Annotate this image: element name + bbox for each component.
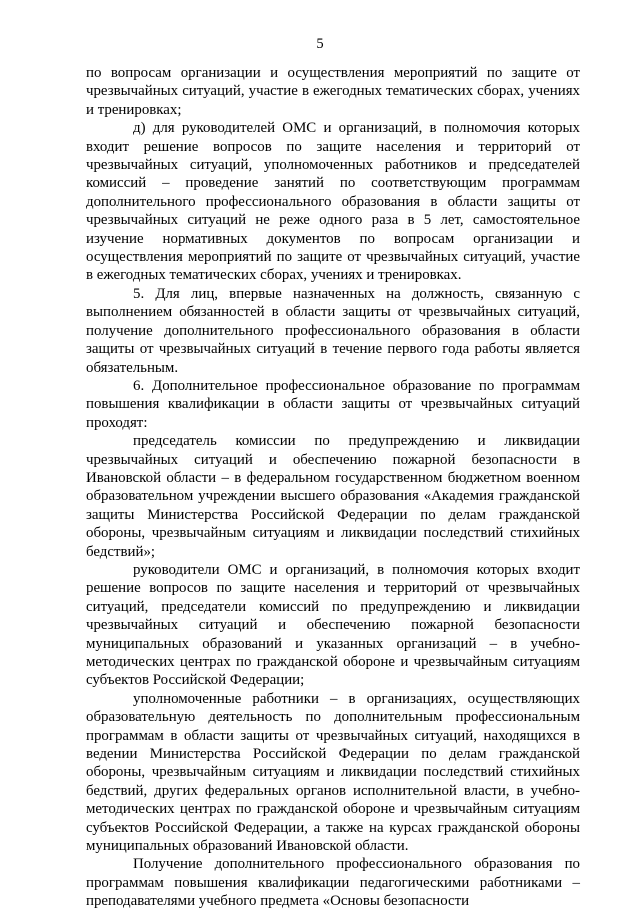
paragraph-item-d: д) для руководителей ОМС и организаций, в полномочия которых входит решение вопросов по защите населения и территорий от чрезвычайных ситуаций, уполномоченных работников и председателей комиссий – проведение занятий по соответствующим программам дополнительного профессионального образования в области защиты от чрезвычайных ситуаций не реже одного раза в 5 лет, самостоятельное изучение нормативных документов по вопросам организации и осуществления мероприятий по защите от чрезвычайных ситуаций, участие в ежегодных тематических сборах, учениях и тренировках. xyxy=(86,120,580,284)
page-number: 5 xyxy=(316,36,324,52)
paragraph-authorized-workers: уполномоченные работники – в организациях, осуществляющих образовательную деятельность по дополнительным профессиональным программам в области защиты от чрезвычайных ситуаций, находящихся в ведении Министерства Российской Федерации по делам гражданской обороны, чрезвычайным ситуациям и ликвидации последствий стихийных бедствий, других федеральных органов исполнительной власти, в учебно-методических центрах по гражданской обороне и чрезвычайным ситуациям субъектов Российской Федерации, а также на курсах гражданской обороны муниципальных образований Ивановской области. xyxy=(86,690,580,855)
paragraph-continuation: по вопросам организации и осуществления мероприятий по защите от чрезвычайных ситуаций, участие в ежегодных тематических сборах, учениях и тренировках; xyxy=(86,65,580,118)
paragraph-commission-chair: председатель комиссии по предупреждению и ликвидации чрезвычайных ситуаций и обеспечению пожарной безопасности в Ивановской области – в федеральном государственном бюджетном военном образовательном учреждении высшего образования «Академия гражданской защиты Министерства Российской Федерации по делам гражданской обороны, чрезвычайным ситуациям и ликвидации последствий стихийных бедствий»; xyxy=(86,433,580,560)
paragraph-oms-heads: руководители ОМС и организаций, в полномочия которых входит решение вопросов по защите населения и территорий от чрезвычайных ситуаций, председатели комиссий по предупреждению и ликвидации чрезвычайных ситуаций и обеспечению пожарной безопасности муниципальных образований и указанных организаций – в учебно-методических центрах по гражданской обороне и чрезвычайным ситуациям субъектов Российской Федерации; xyxy=(86,561,580,689)
document-body xyxy=(86,64,580,911)
paragraph-point-6: 6. Дополнительное профессиональное образование по программам повышения квалификации в области защиты от чрезвычайных ситуаций проходят: xyxy=(86,377,580,431)
paragraph-teachers: Получение дополнительного профессионального образования по программам повышения квалификации педагогическими работниками – преподавателями учебного предмета «Основы безопасности xyxy=(86,856,580,910)
paragraph-point-5: 5. Для лиц, впервые назначенных на должность, связанную с выполнением обязанностей в области защиты от чрезвычайных ситуаций, получение дополнительного профессионального образования в области защиты от чрезвычайных ситуаций в течение первого года работы является обязательным. xyxy=(86,285,580,376)
